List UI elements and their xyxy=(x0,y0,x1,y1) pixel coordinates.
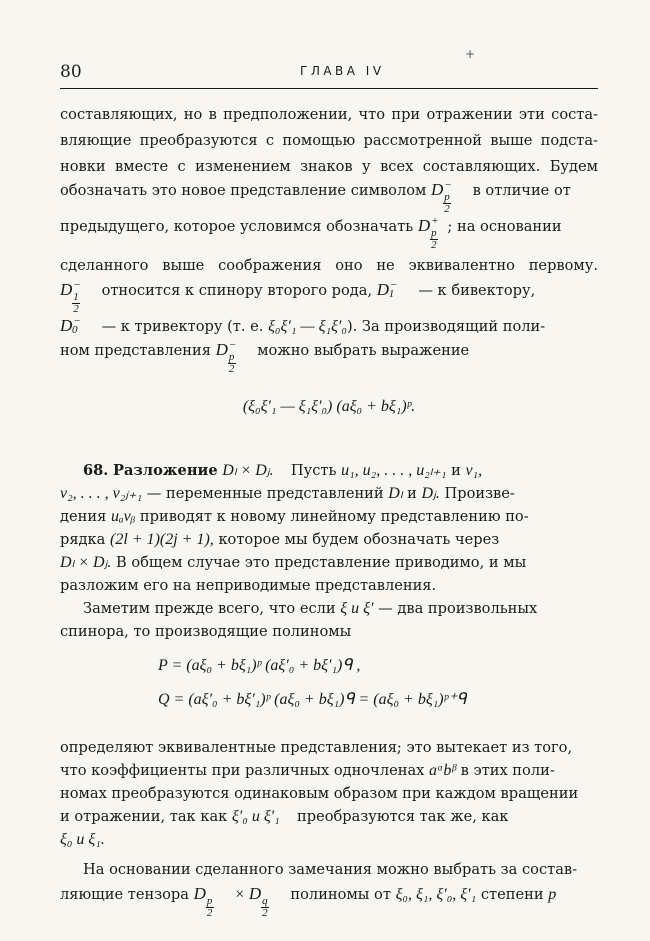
display-formula-p: P = (aξ₀ + bξ₁)ᵖ (aξ′₀ + bξ′₁)ᑫ , xyxy=(158,657,361,674)
frac-den: 2 xyxy=(431,239,437,251)
symbol-d-one-minus xyxy=(376,279,397,300)
section-title: Разложение xyxy=(113,462,218,479)
text-fragment: — к бивектору, xyxy=(418,282,536,299)
symbol-d-p-half-plus xyxy=(417,215,439,251)
symbol-sup: − xyxy=(390,279,397,291)
math-line: ξ₀ и ξ₁. xyxy=(60,831,105,848)
text-fragment: и отражении, так как xyxy=(60,808,228,825)
text-fragment: Пусть xyxy=(290,462,337,479)
math-inline: ξ′₀ и ξ′₁ xyxy=(231,808,280,825)
text-fragment: ном представления xyxy=(60,342,211,359)
margin-mark: + xyxy=(465,47,476,61)
symbol-letter: D xyxy=(215,340,228,359)
frac-num: p xyxy=(444,191,450,203)
text-fragment: ; на основании xyxy=(447,218,562,235)
page-number: 80 xyxy=(60,62,82,82)
symbol-sup: + xyxy=(431,215,439,227)
symbol-sup: − xyxy=(74,279,81,291)
math-inline: u₁, u₂, . . . , u₂ₗ₊₁ xyxy=(341,462,447,479)
text-fragment: — к тривектору (т. е. xyxy=(101,318,264,335)
math-inline: Dₗ × Dⱼ. xyxy=(222,462,274,479)
text-line: На основании сделанного замечания можно выбрать за состав- xyxy=(83,861,578,878)
text-fragment: Произве- xyxy=(444,485,515,502)
text-fragment: в этих поли- xyxy=(460,762,555,779)
section-number: 68. xyxy=(83,462,109,479)
text-line xyxy=(60,761,598,781)
symbol-d-p-half-minus xyxy=(431,179,452,215)
symbol-fraction xyxy=(443,192,451,215)
math-inline: Dₗ × Dⱼ. xyxy=(60,554,112,571)
text-line xyxy=(60,507,598,527)
text-fragment: полиномы от xyxy=(290,886,391,903)
text-line: номах преобразуются одинаковым образом при каждом вращении xyxy=(60,785,579,802)
frac-den: 2 xyxy=(206,907,213,919)
text-line xyxy=(60,179,598,215)
text-fragment: приводят к новому линейному представлению по- xyxy=(139,508,529,525)
frac-num: 1 xyxy=(388,288,395,300)
cross-symbol: × xyxy=(235,886,245,903)
text-fragment: которое мы будем обозначать через xyxy=(218,531,500,548)
symbol-sup: − xyxy=(229,339,236,351)
header-rule xyxy=(60,88,598,89)
frac-num: p xyxy=(431,227,437,239)
text-fragment: дения xyxy=(60,508,107,525)
text-line: определяют эквивалентные представления; это вытекает из того, xyxy=(60,739,573,756)
frac-den: 2 xyxy=(73,303,79,315)
frac-num: p xyxy=(206,895,213,907)
text-line xyxy=(60,807,598,827)
symbol-letter: D xyxy=(193,884,206,903)
symbol-d-p-half-minus xyxy=(215,339,236,375)
symbol-d-zero-minus xyxy=(60,315,81,336)
text-line xyxy=(60,215,598,251)
text-line xyxy=(60,316,598,337)
text-fragment: предыдущего, которое условимся обозначать xyxy=(60,218,414,235)
text-fragment: в отличие от xyxy=(472,182,571,199)
frac-num: q xyxy=(262,895,268,907)
symbol-sup: − xyxy=(74,315,81,327)
text-fragment: преобразуются так же, как xyxy=(297,808,509,825)
text-fragment: и xyxy=(407,485,417,502)
text-fragment: В общем случае это представление приводимо, и мы xyxy=(116,554,527,571)
text-fragment: рядка xyxy=(60,531,106,548)
text-line: вляющие преобразуются с помощью рассмотренной выше подста- xyxy=(60,132,598,149)
math-inline: v₂, . . . , v₂ⱼ₊₁ xyxy=(60,485,143,502)
text-line xyxy=(60,884,598,919)
symbol-fraction xyxy=(206,896,214,919)
text-fragment: что коэффициенты при различных одночленах xyxy=(60,762,425,779)
symbol-sub xyxy=(72,325,78,336)
text-line: составляющих, но в предположении, что при отражении эти соста- xyxy=(60,106,598,123)
text-fragment: Заметим прежде всего, что если xyxy=(83,600,336,617)
text-line xyxy=(83,599,598,619)
symbol-letter: D xyxy=(376,280,390,299)
frac-den: 2 xyxy=(262,907,268,919)
symbol-d-one-half-minus xyxy=(60,279,81,315)
symbol-letter: D xyxy=(248,884,262,903)
symbol-letter: D xyxy=(417,216,431,235)
frac-den: 2 xyxy=(228,363,235,375)
display-formula: (ξ₀ξ′₁ — ξ₁ξ′₀) (aξ₀ + bξ₁)ᵖ. xyxy=(242,398,416,415)
symbol-letter: D xyxy=(60,280,73,299)
math-inline: ξ₀ξ′₁ — ξ₁ξ′₀ xyxy=(268,318,347,335)
display-formula-q: Q = (aξ′₀ + bξ′₁)ᵖ (aξ₀ + bξ₁)ᑫ = (aξ₀ + bξ₁)ᵖ⁺ᑫ xyxy=(158,691,467,708)
text-line xyxy=(60,279,598,315)
text-fragment: — два произвольных xyxy=(378,600,538,617)
symbol-sub xyxy=(389,289,395,300)
symbol-letter: D xyxy=(431,180,444,199)
chapter-title: ГЛАВА IV xyxy=(300,64,385,78)
symbol-letter: D xyxy=(60,316,73,335)
math-inline: uₐvᵦ xyxy=(110,508,136,525)
symbol-fraction xyxy=(430,228,438,251)
page-header xyxy=(60,60,600,86)
text-fragment: ). За производящий поли- xyxy=(346,318,546,335)
text-fragment: можно выбрать выражение xyxy=(257,342,470,359)
text-fragment: степени xyxy=(480,886,544,903)
text-line: сделанного выше соображения оно не эквивалентно первому. xyxy=(60,257,598,274)
math-inline: Dⱼ. xyxy=(421,485,440,502)
math-inline: ξ₀, ξ₁, ξ′₀, ξ′₁ xyxy=(395,886,477,903)
math-inline: v₁, xyxy=(465,462,483,479)
frac-den: 2 xyxy=(444,203,450,215)
math-inline: ξ и ξ′ xyxy=(340,600,374,617)
symbol-d-p-half xyxy=(193,884,213,919)
text-line xyxy=(60,339,598,375)
text-line xyxy=(60,553,598,573)
frac-num: 1 xyxy=(73,291,79,303)
text-line xyxy=(60,530,598,550)
math-inline: aᵅbᵝ xyxy=(429,762,456,779)
text-line: спинора, то производящие полиномы xyxy=(60,623,352,640)
math-inline: p xyxy=(548,886,557,903)
frac-num: 0 xyxy=(72,324,78,336)
math-inline: Dₗ xyxy=(388,485,403,502)
frac-num: p xyxy=(228,351,235,363)
math-inline: (2l + 1)(2j + 1), xyxy=(110,531,214,548)
text-fragment: — переменные представлений xyxy=(146,485,384,502)
symbol-fraction xyxy=(261,896,269,919)
text-line xyxy=(60,484,598,504)
text-fragment: ляющие тензора xyxy=(60,886,189,903)
text-fragment: и xyxy=(451,462,461,479)
text-line: разложим его на неприводимые представления. xyxy=(60,577,437,594)
section-heading-line xyxy=(83,461,598,481)
symbol-fraction xyxy=(228,352,236,375)
text-line: новки вместе с изменением знаков у всех составляющих. Будем xyxy=(60,158,598,175)
symbol-d-q-half xyxy=(248,884,268,919)
text-fragment: обозначать это новое представление символом xyxy=(60,182,427,199)
text-fragment: относится к спинору второго рода, xyxy=(101,282,373,299)
symbol-sup: − xyxy=(445,179,452,191)
